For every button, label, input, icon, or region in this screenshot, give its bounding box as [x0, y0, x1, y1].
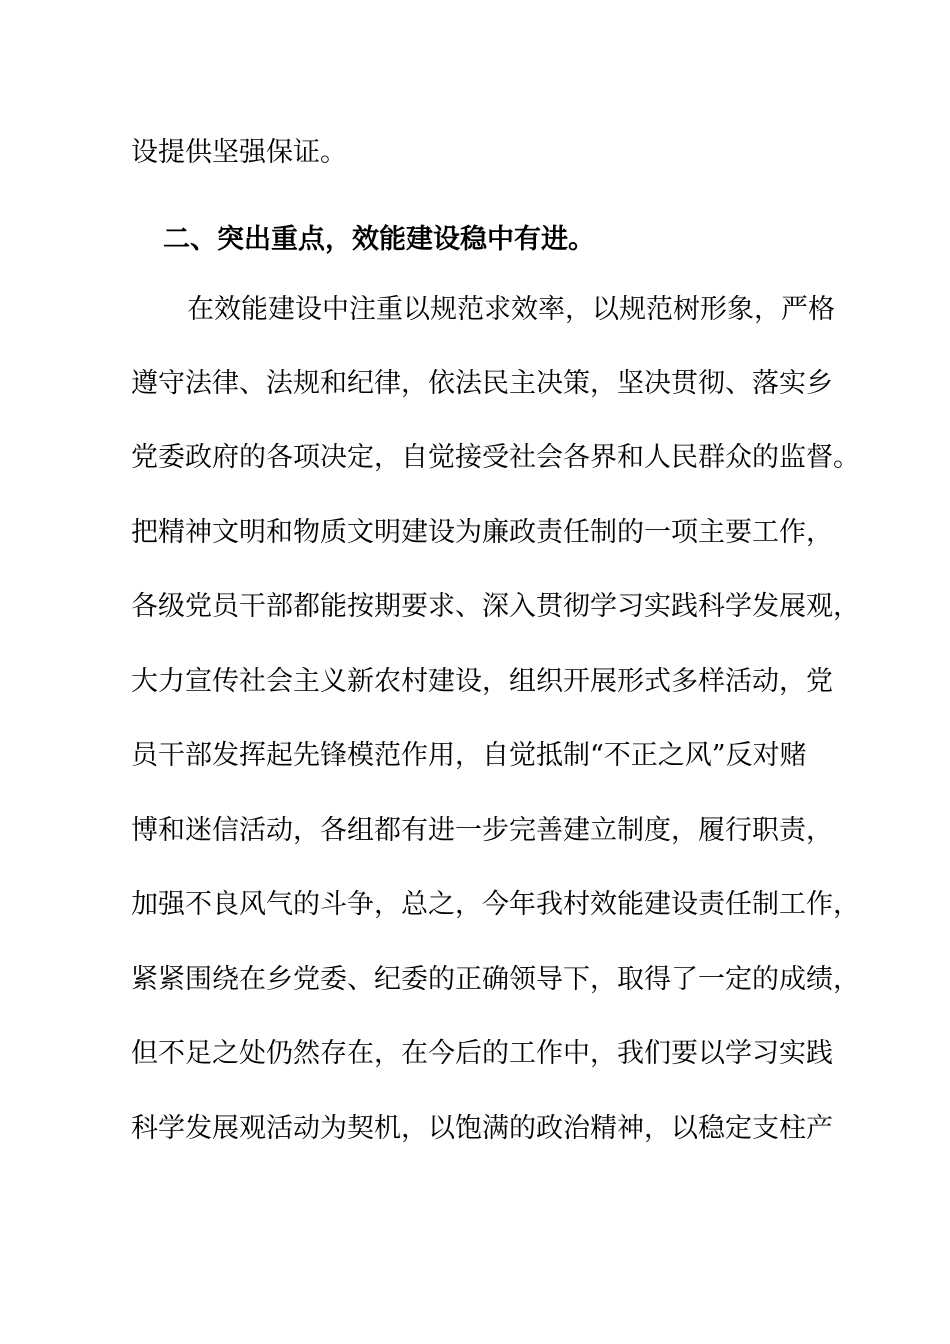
paragraph-line: 各级党员干部都能按期要求、深入贯彻学习实践科学发展观，: [131, 591, 860, 622]
section-heading: 二、突出重点，效能建设稳中有进。: [163, 224, 595, 255]
paragraph-line: 员干部发挥起先锋模范作用，自觉抵制“不正之风”反对赌: [131, 740, 807, 771]
paragraph-line-mixed: [131, 887, 860, 923]
mixed-line-after: 任制工作，: [725, 889, 860, 920]
mixed-line-emphasis: 效能建设责: [590, 889, 725, 920]
paragraph-line: 科学发展观活动为契机，以饱满的政治精神，以稳定支柱产: [131, 1113, 833, 1144]
paragraph-line: 但不足之处仍然存在，在今后的工作中，我们要以学习实践: [131, 1038, 833, 1069]
paragraph-line: 紧紧围绕在乡党委、纪委的正确领导下，取得了一定的成绩，: [131, 964, 860, 995]
paragraph-line: 把精神文明和物质文明建设为廉政责任制的一项主要工作，: [131, 517, 833, 548]
paragraph-line: 在效能建设中注重以规范求效率，以规范树形象，严格: [187, 294, 835, 325]
paragraph-line: 博和迷信活动，各组都有进一步完善建立制度，履行职责，: [131, 815, 833, 846]
mixed-line-before: 加强不良风气的斗争，总之，今年我村: [131, 889, 590, 920]
paragraph-line: 党委政府的各项决定，自觉接受社会各界和人民群众的监督。: [131, 442, 860, 473]
paragraph-line: 遵守法律、法规和纪律，依法民主决策，坚决贯彻、落实乡: [131, 368, 833, 399]
intro-text-line: 设提供坚强保证。: [131, 137, 347, 168]
paragraph-line: 大力宣传社会主义新农村建设，组织开展形式多样活动，党: [131, 666, 833, 697]
